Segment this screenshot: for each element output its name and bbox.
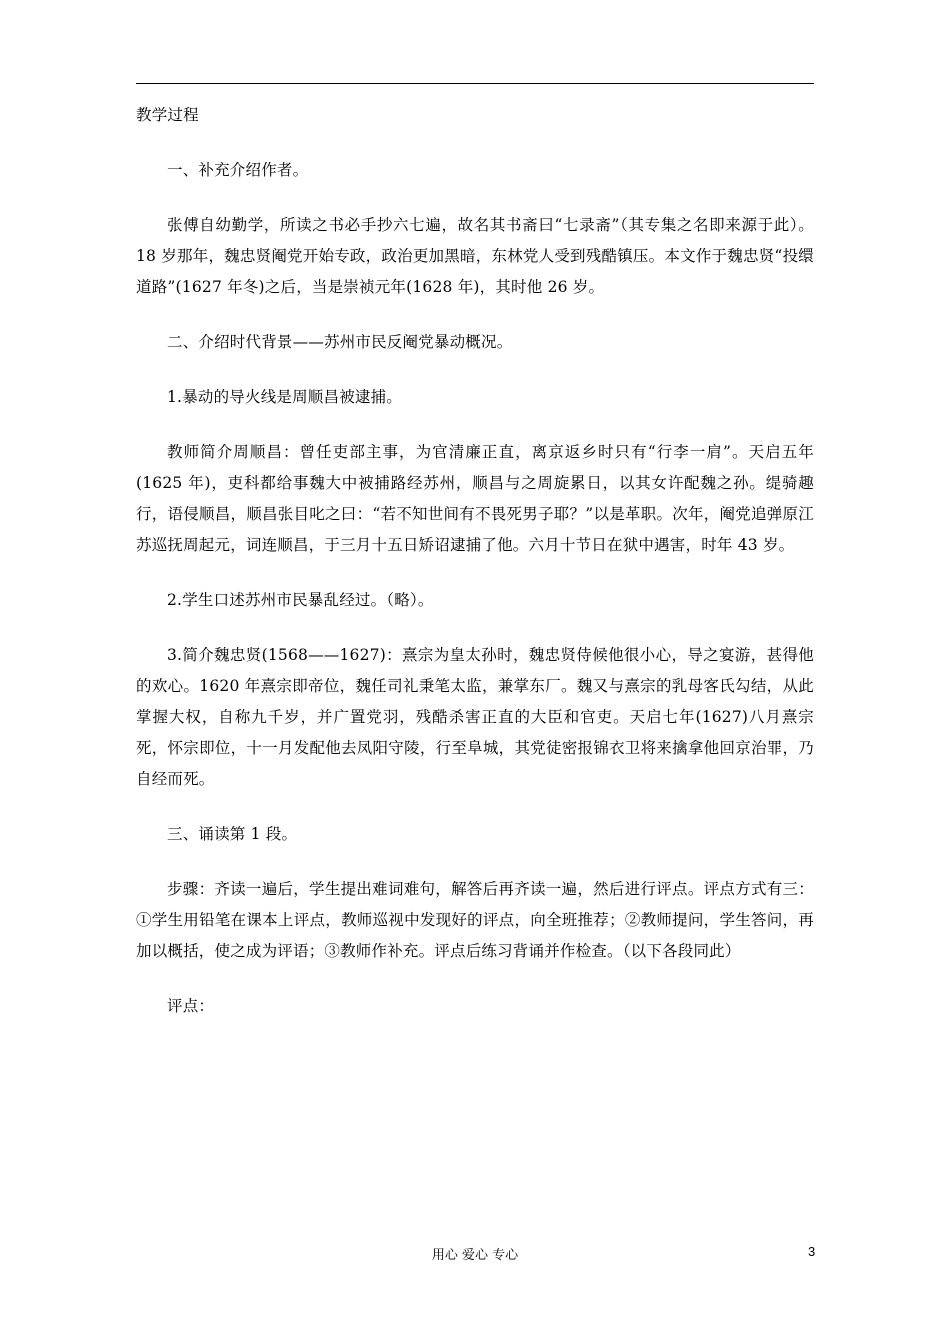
heading-author: 一、补充介绍作者。 (167, 161, 309, 179)
footer-motto: 用心 爱心 专心 (431, 1248, 519, 1263)
section-title: 教学过程 (136, 106, 199, 124)
heading-background: 二、介绍时代背景——苏州市民反阉党暴动概况。 (167, 333, 513, 351)
header-rule (136, 83, 814, 84)
document-body (136, 100, 814, 1046)
paragraph-wei-zhongxian: 3.简介魏忠贤(1568——1627)：熹宗为皇太孙时，魏忠贤侍候他很小心，导之宴游，甚得他的欢心。1620 年熹宗即帝位，魏任司礼秉笔太监，兼掌东厂。魏又与熹宗的乳母客氏勾结，从此掌握大权，自称九千岁，并广置党羽，残酷杀害正直的大臣和官吏。天启七年(1627)八月熹宗死，怀宗即位，十一月发配他去凤阳守陵，行至阜城，其党徒密报锦衣卫将来擒拿他回京治罪，乃自经而死。 (136, 646, 814, 788)
heading-recite: 三、诵读第 1 段。 (167, 825, 298, 843)
paragraph-comment-label: 评点： (167, 997, 215, 1015)
paragraph-author-bio: 张傅自幼勤学，所读之书必手抄六七遍，故名其书斋曰“七录斋”（其专集之名即来源于此）。18 岁那年，魏忠贤阉党开始专政，政治更加黑暗，东林党人受到残酷镇压。本文作于魏忠贤“投缳道路”(1627 年冬)之后，当是崇祯元年(1628 年)，其时他 26 岁。 (136, 216, 814, 296)
paragraph-student-retell: 2.学生口述苏州市民暴乱经过。（略）。 (167, 591, 434, 609)
page-number: 3 (808, 1244, 816, 1259)
paragraph-fuse: 1.暴动的导火线是周顺昌被逮捕。 (167, 388, 402, 406)
paragraph-steps: 步骤：齐读一遍后，学生提出难词难句，解答后再齐读一遍，然后进行评点。评点方式有三：①学生用铅笔在课本上评点，教师巡视中发现好的评点，向全班推荐；②教师提问，学生答问，再加以概括，使之成为评语；③教师作补充。评点后练习背诵并作检查。（以下各段同此） (136, 880, 814, 960)
paragraph-zhou-shunchang: 教师简介周顺昌：曾任吏部主事，为官清廉正直，离京返乡时只有“行李一肩”。天启五年(1625 年)，吏科都给事魏大中被捕路经苏州，顺昌与之周旋累日，以其女许配魏之孙。缇骑趣行，语侵顺昌，顺昌张目叱之曰：“若不知世间有不畏死男子耶？”以是革职。次年，阉党追弹原江苏巡抚周起元，词连顺昌，于三月十五日矫诏逮捕了他。六月十节日在狱中遇害，时年 43 岁。 (136, 443, 814, 554)
